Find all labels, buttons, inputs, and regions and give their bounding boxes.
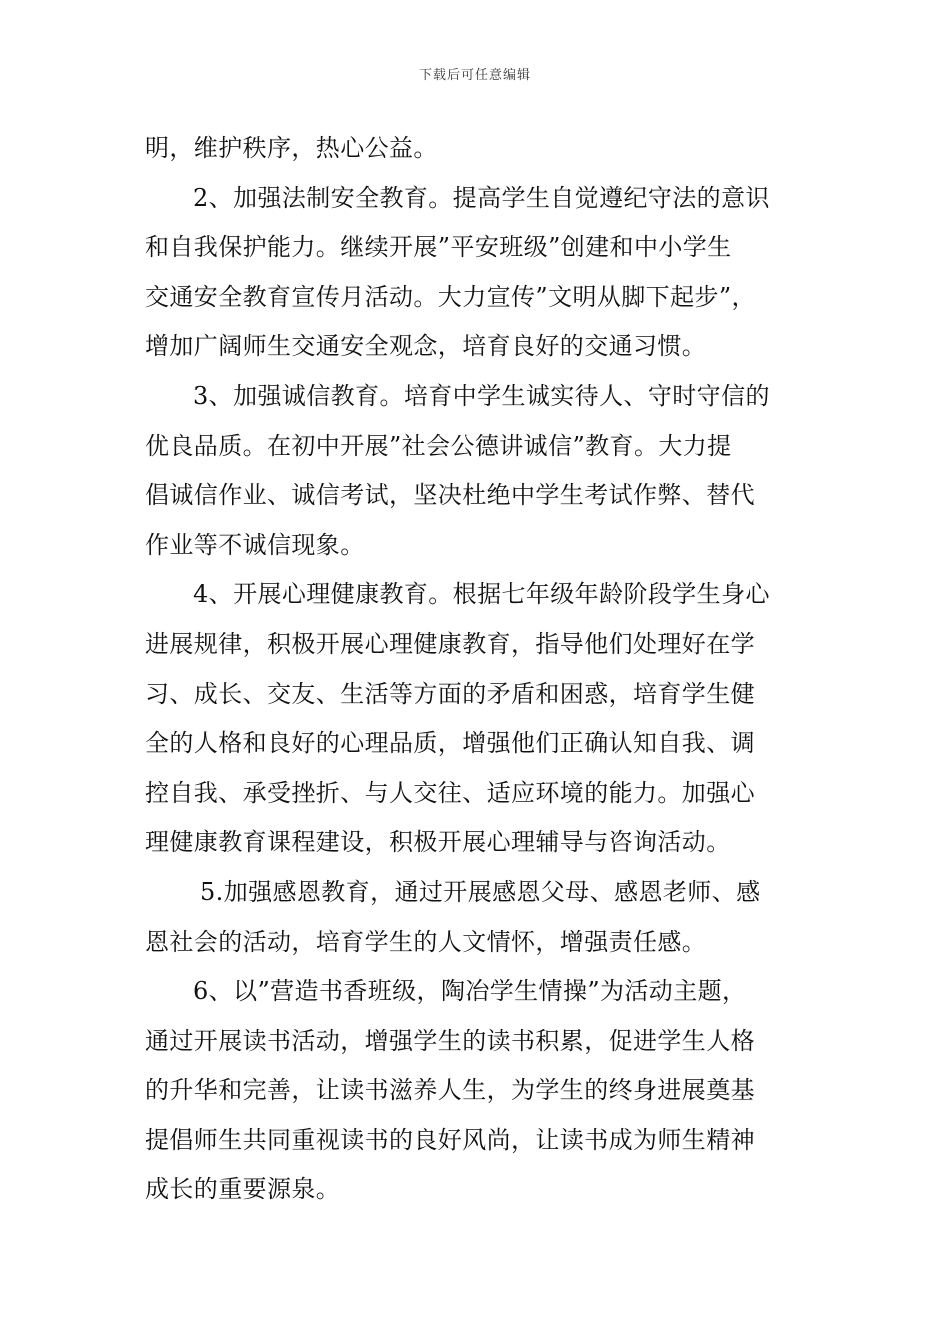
text-line: 交通安全教育宣传月活动。大力宣传”文明从脚下起步”，	[145, 282, 756, 311]
text-line: 和自我保护能力。继续开展”平安班级”创建和中小学生	[145, 233, 732, 262]
text-line: 作业等不诚信现象。	[145, 530, 365, 559]
text-line: 成长的重要源泉。	[145, 1175, 341, 1204]
text-line: 控自我、承受挫折、与人交往、适应环境的能力。加强心	[145, 778, 755, 807]
paragraph-start-line: 6、以”营造书香班级，陶冶学生情操”为活动主题，	[193, 977, 747, 1006]
text-line: 优良品质。在初中开展”社会公德讲诚信”教育。大力提	[145, 431, 732, 460]
text-line: 通过开展读书活动，增强学生的读书积累，促进学生人格	[145, 1026, 755, 1055]
document-body	[145, 124, 825, 1215]
paragraph-start-line: 3、加强诚信教育。培育中学生诚实待人、守时守信的	[193, 381, 770, 410]
text-line: 增加广阔师生交通安全观念，培育良好的交通习惯。	[145, 332, 707, 361]
paragraph-start-line: 5.加强感恩教育，通过开展感恩父母、感恩老师、感	[200, 877, 761, 906]
text-line: 全的人格和良好的心理品质，增强他们正确认知自我、调	[145, 729, 755, 758]
page-header: 下载后可任意编辑	[418, 68, 531, 83]
text-line: 进展规律，积极开展心理健康教育，指导他们处理好在学	[145, 629, 755, 658]
text-line: 的升华和完善，让读书滋养人生，为学生的终身进展奠基	[145, 1076, 755, 1105]
text-line: 理健康教育课程建设，积极开展心理辅导与咨询活动。	[145, 828, 731, 857]
text-line: 提倡师生共同重视读书的良好风尚，让读书成为师生精神	[145, 1125, 755, 1154]
text-line: 恩社会的活动，培育学生的人文情怀，增强责任感。	[145, 927, 707, 956]
paragraph-start-line: 4、开展心理健康教育。根据七年级年龄阶段学生身心	[193, 580, 770, 609]
text-line: 习、成长、交友、生活等方面的矛盾和困惑，培育学生健	[145, 679, 755, 708]
text-line: 倡诚信作业、诚信考试，坚决杜绝中学生考试作弊、替代	[145, 481, 755, 510]
text-line: 明，维护秩序，热心公益。	[145, 134, 438, 162]
paragraph-start-line: 2、加强法制安全教育。提高学生自觉遵纪守法的意识	[193, 183, 770, 212]
